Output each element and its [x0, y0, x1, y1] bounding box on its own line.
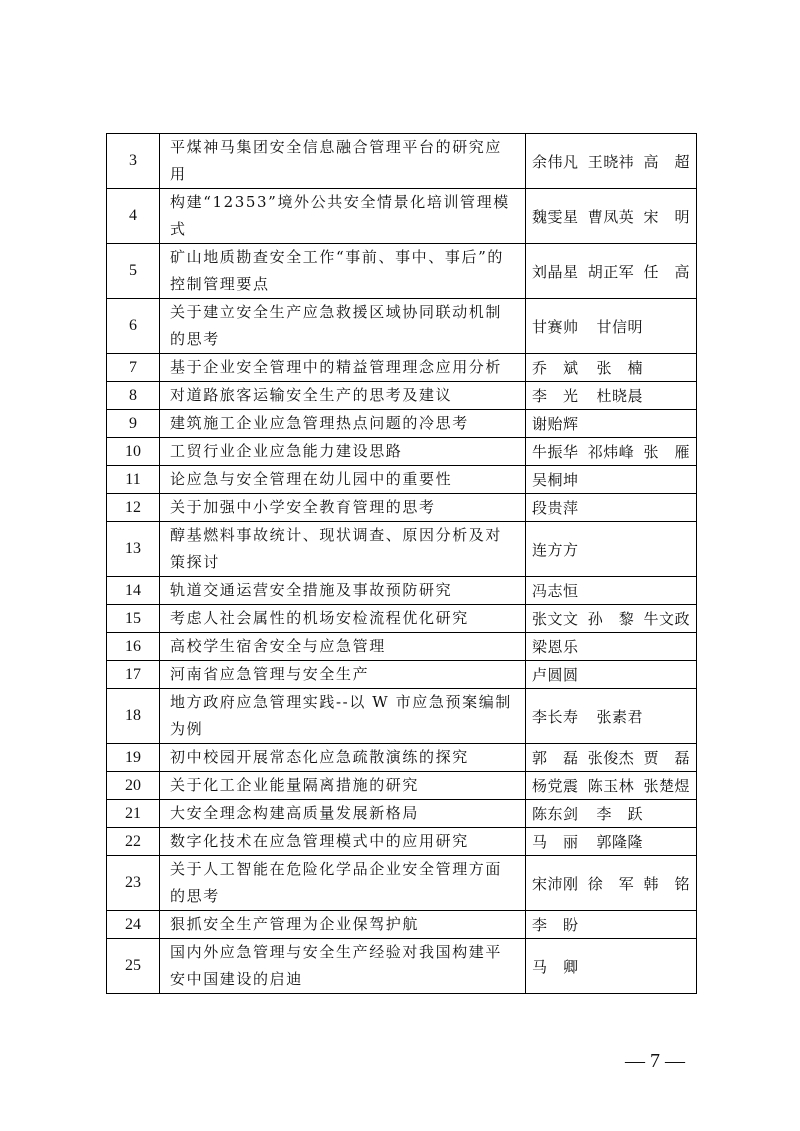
- author-list: [532, 956, 690, 977]
- table-row: [107, 354, 697, 382]
- author-name: 郭 磊: [532, 749, 579, 767]
- author-list: [532, 914, 690, 935]
- author-name: 甘赛帅: [532, 317, 579, 336]
- author-name: 牛文政: [643, 610, 690, 628]
- author-name: 郭隆隆: [596, 833, 644, 851]
- paper-title: 关于化工企业能量隔离措施的研究: [160, 772, 526, 800]
- author-list: [532, 803, 690, 824]
- row-number: 23: [107, 856, 160, 911]
- paper-authors: [526, 299, 697, 354]
- paper-authors: [526, 856, 697, 911]
- paper-authors: [526, 466, 697, 494]
- row-number: 11: [107, 466, 160, 494]
- paper-title: 国内外应急管理与安全生产经验对我国构建平安中国建设的启迪: [160, 939, 526, 994]
- author-list: [532, 385, 690, 406]
- table-row: [107, 522, 697, 577]
- paper-authors: [526, 382, 697, 410]
- author-list: [532, 357, 690, 378]
- paper-title: 对道路旅客运输安全生产的思考及建议: [160, 382, 526, 410]
- author-name: 陈东剑: [532, 805, 579, 823]
- paper-authors: [526, 939, 697, 994]
- table-row: [107, 605, 697, 633]
- author-list: [532, 316, 690, 337]
- author-name: 高 超: [643, 152, 690, 171]
- row-number: 14: [107, 577, 160, 605]
- paper-title: 构建“12353”境外公共安全情景化培训管理模式: [160, 189, 526, 244]
- table-row: [107, 410, 697, 438]
- paper-title: 考虑人社会属性的机场安检流程优化研究: [160, 605, 526, 633]
- table-row: [107, 800, 697, 828]
- table-row: [107, 438, 697, 466]
- paper-authors: [526, 494, 697, 522]
- paper-title: 醇基燃料事故统计、现状调查、原因分析及对策探讨: [160, 522, 526, 577]
- paper-authors: [526, 189, 697, 244]
- author-name: 宋 明: [643, 207, 690, 226]
- author-name: 杜晓晨: [596, 387, 644, 405]
- author-name: 王晓祎: [587, 152, 635, 171]
- paper-authors: [526, 911, 697, 939]
- author-list: [532, 831, 690, 852]
- author-name: 杨党震: [532, 777, 579, 795]
- paper-authors: [526, 605, 697, 633]
- author-list: [532, 608, 690, 629]
- author-name: 连方方: [532, 540, 579, 559]
- author-list: [532, 775, 690, 796]
- author-name: 冯志恒: [532, 582, 579, 600]
- table-row: [107, 828, 697, 856]
- table-row: [107, 382, 697, 410]
- row-number: 17: [107, 661, 160, 689]
- paper-title: 关于建立安全生产应急救援区域协同联动机制的思考: [160, 299, 526, 354]
- row-number: 9: [107, 410, 160, 438]
- author-list: [532, 747, 690, 768]
- table-row: [107, 134, 697, 189]
- author-name: 梁恩乐: [532, 638, 579, 656]
- paper-list-table: [106, 133, 697, 994]
- row-number: 16: [107, 633, 160, 661]
- author-list: [532, 539, 690, 560]
- author-name: 马 丽: [532, 833, 579, 851]
- paper-authors: [526, 744, 697, 772]
- paper-title: 建筑施工企业应急管理热点问题的冷思考: [160, 410, 526, 438]
- author-name: 谢贻辉: [532, 415, 579, 433]
- author-list: [532, 580, 690, 601]
- author-name: 马 卿: [532, 957, 579, 976]
- row-number: 5: [107, 244, 160, 299]
- author-name: 胡正军: [587, 262, 635, 281]
- table-row: [107, 577, 697, 605]
- author-name: 任 高: [643, 262, 690, 281]
- paper-authors: [526, 410, 697, 438]
- paper-authors: [526, 522, 697, 577]
- author-name: 宋沛刚: [532, 874, 579, 893]
- author-name: 李 光: [532, 387, 579, 405]
- paper-title: 平煤神马集团安全信息融合管理平台的研究应用: [160, 134, 526, 189]
- table-row: [107, 466, 697, 494]
- author-name: 张文文: [532, 610, 579, 628]
- author-list: [532, 413, 690, 434]
- table-row: [107, 661, 697, 689]
- author-name: 李 盼: [532, 916, 579, 934]
- row-number: 7: [107, 354, 160, 382]
- author-list: [532, 497, 690, 518]
- author-name: 张 楠: [596, 359, 644, 377]
- author-list: [532, 151, 690, 172]
- paper-authors: [526, 661, 697, 689]
- table-row: [107, 911, 697, 939]
- author-list: [532, 706, 690, 727]
- row-number: 18: [107, 689, 160, 744]
- table-row: [107, 299, 697, 354]
- table-body: [107, 134, 697, 994]
- author-list: [532, 261, 690, 282]
- paper-title: 大安全理念构建高质量发展新格局: [160, 800, 526, 828]
- row-number: 20: [107, 772, 160, 800]
- paper-authors: [526, 438, 697, 466]
- paper-title: 地方政府应急管理实践--以 W 市应急预案编制为例: [160, 689, 526, 744]
- table-row: [107, 689, 697, 744]
- author-list: [532, 664, 690, 685]
- author-name: 曹凤英: [587, 207, 635, 226]
- author-name: 张素君: [596, 707, 644, 726]
- table-row: [107, 744, 697, 772]
- paper-list-table-container: [106, 133, 697, 994]
- paper-title: 基于企业安全管理中的精益管理理念应用分析: [160, 354, 526, 382]
- author-list: [532, 206, 690, 227]
- paper-authors: [526, 800, 697, 828]
- paper-authors: [526, 577, 697, 605]
- author-name: 余伟凡: [532, 152, 579, 171]
- paper-title: 初中校园开展常态化应急疏散演练的探究: [160, 744, 526, 772]
- table-row: [107, 244, 697, 299]
- page-number: — 7 —: [625, 1050, 685, 1072]
- author-name: 韩 铭: [643, 874, 690, 893]
- paper-title: 论应急与安全管理在幼儿园中的重要性: [160, 466, 526, 494]
- paper-title: 狠抓安全生产管理为企业保驾护航: [160, 911, 526, 939]
- row-number: 15: [107, 605, 160, 633]
- author-name: 牛振华: [532, 443, 579, 461]
- author-name: 祁炜峰: [587, 443, 635, 461]
- row-number: 10: [107, 438, 160, 466]
- author-name: 孙 黎: [587, 610, 635, 628]
- paper-authors: [526, 244, 697, 299]
- author-name: 吴桐坤: [532, 471, 579, 489]
- row-number: 19: [107, 744, 160, 772]
- paper-authors: [526, 633, 697, 661]
- table-row: [107, 856, 697, 911]
- author-name: 徐 军: [587, 874, 635, 893]
- table-row: [107, 772, 697, 800]
- paper-authors: [526, 828, 697, 856]
- row-number: 8: [107, 382, 160, 410]
- paper-title: 河南省应急管理与安全生产: [160, 661, 526, 689]
- author-list: [532, 636, 690, 657]
- paper-title: 关于人工智能在危险化学品企业安全管理方面的思考: [160, 856, 526, 911]
- table-row: [107, 189, 697, 244]
- table-row: [107, 939, 697, 994]
- author-name: 段贵萍: [532, 499, 579, 517]
- author-name: 张 雁: [643, 443, 690, 461]
- paper-title: 工贸行业企业应急能力建设思路: [160, 438, 526, 466]
- author-list: [532, 469, 690, 490]
- row-number: 21: [107, 800, 160, 828]
- author-name: 张俊杰: [587, 749, 635, 767]
- row-number: 25: [107, 939, 160, 994]
- paper-title: 矿山地质勘查安全工作“事前、事中、事后”的控制管理要点: [160, 244, 526, 299]
- paper-authors: [526, 772, 697, 800]
- table-row: [107, 494, 697, 522]
- row-number: 3: [107, 134, 160, 189]
- author-name: 李 跃: [596, 805, 644, 823]
- author-name: 张楚煜: [643, 777, 690, 795]
- row-number: 24: [107, 911, 160, 939]
- paper-title: 关于加强中小学安全教育管理的思考: [160, 494, 526, 522]
- paper-title: 高校学生宿舍安全与应急管理: [160, 633, 526, 661]
- author-name: 李长寿: [532, 707, 579, 726]
- paper-authors: [526, 689, 697, 744]
- author-list: [532, 441, 690, 462]
- row-number: 13: [107, 522, 160, 577]
- row-number: 12: [107, 494, 160, 522]
- author-name: 贾 磊: [643, 749, 690, 767]
- author-name: 乔 斌: [532, 359, 579, 377]
- author-list: [532, 873, 690, 894]
- author-name: 魏雯星: [532, 207, 579, 226]
- author-name: 刘晶星: [532, 262, 579, 281]
- paper-title: 数字化技术在应急管理模式中的应用研究: [160, 828, 526, 856]
- paper-authors: [526, 354, 697, 382]
- row-number: 4: [107, 189, 160, 244]
- paper-title: 轨道交通运营安全措施及事故预防研究: [160, 577, 526, 605]
- paper-authors: [526, 134, 697, 189]
- row-number: 22: [107, 828, 160, 856]
- author-name: 陈玉林: [587, 777, 635, 795]
- author-name: 甘信明: [596, 317, 644, 336]
- row-number: 6: [107, 299, 160, 354]
- author-name: 卢圆圆: [532, 666, 579, 684]
- table-row: [107, 633, 697, 661]
